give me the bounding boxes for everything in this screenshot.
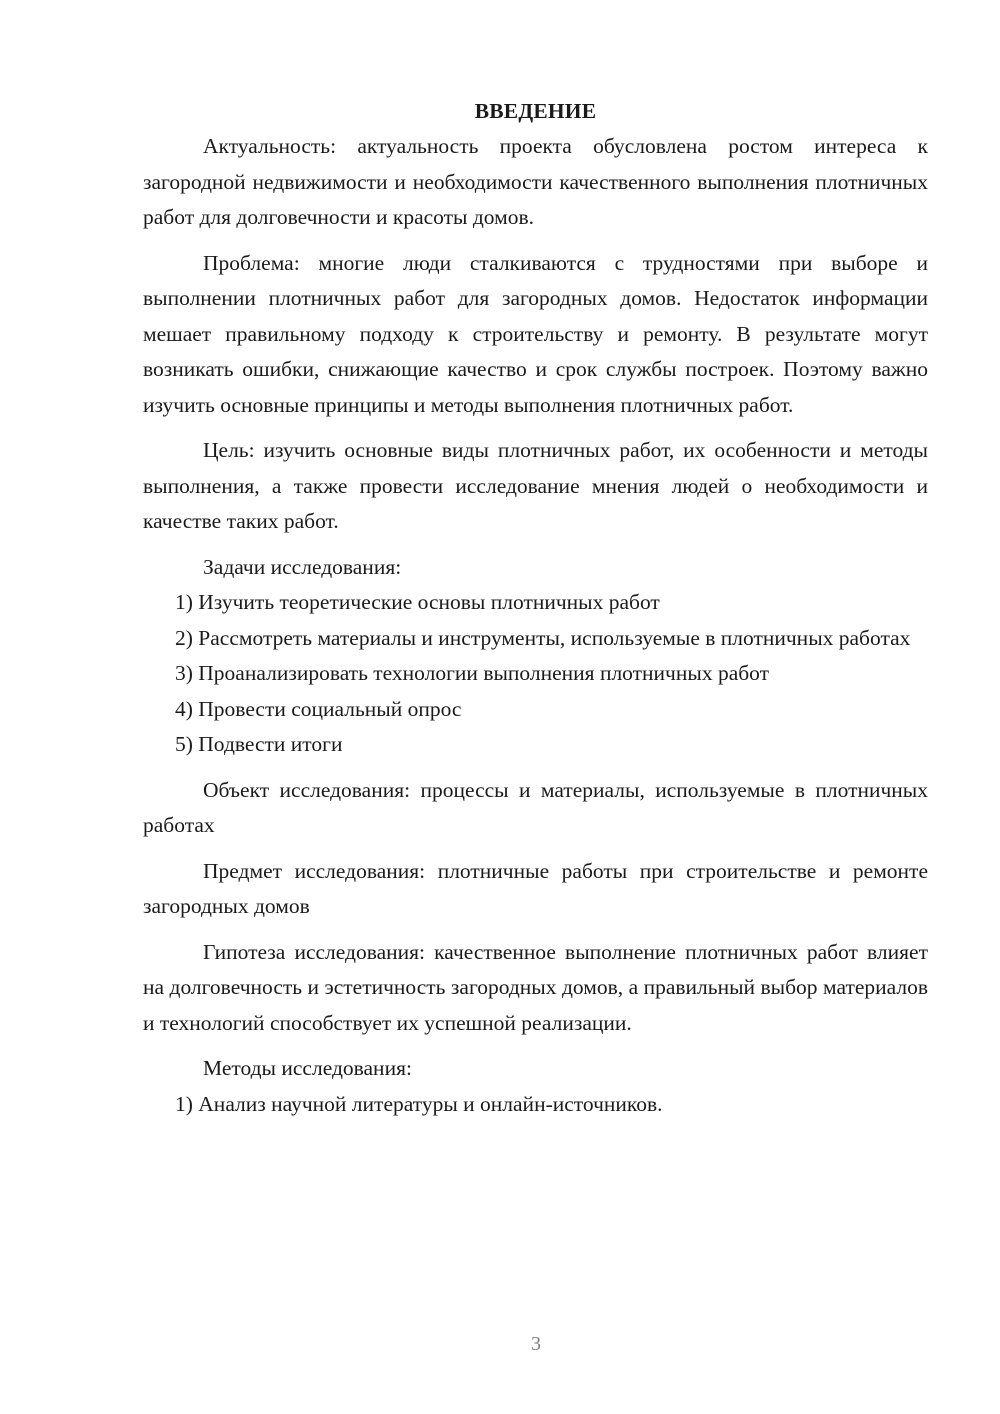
page-number: 3 bbox=[531, 1333, 541, 1355]
task-item-3: 3) Проанализировать технологии выполнения плотничных работ bbox=[175, 661, 770, 685]
methods-heading: Методы исследования: bbox=[203, 1056, 412, 1080]
task-item-5: 5) Подвести итоги bbox=[175, 732, 343, 756]
page-content bbox=[143, 94, 928, 1122]
method-item-1: 1) Анализ научной литературы и онлайн-источников. bbox=[175, 1091, 663, 1116]
task-item-1: 1) Изучить теоретические основы плотничных работ bbox=[175, 590, 660, 614]
paragraph-hypothesis: Гипотеза исследования: качественное выполнение плотничных работ влияет на долговечность и эстетичность загородных домов, а правильный выбор материалов и технологий способствует их успешной реализации. bbox=[143, 939, 928, 1035]
paragraph-subject: Предмет исследования: плотничные работы при строительстве и ремонте загородных домов bbox=[143, 858, 928, 918]
page-title: ВВЕДЕНИЕ bbox=[474, 99, 597, 123]
tasks-heading: Задачи исследования: bbox=[203, 554, 402, 579]
task-item-2: 2) Рассмотреть материалы и инструменты, используемые в плотничных работах bbox=[175, 625, 911, 650]
paragraph-relevance: Актуальность: актуальность проекта обусловлена ростом интереса к загородной недвижимости и необходимости качественного выполнения плотничных работ для долговечности и красоты домов. bbox=[143, 134, 928, 229]
paragraph-problem: Проблема: многие люди сталкиваются с трудностями при выборе и выполнении плотничных работ для загородных домов. Недостаток информации мешает правильному подходу к строительству и ремонту. В результате могут возникать ошибки, снижающие качество и срок службы построек. Поэтому важно изучить основные принципы и методы выполнения плотничных работ. bbox=[143, 250, 928, 417]
paragraph-goal: Цель: изучить основные виды плотничных работ, их особенности и методы выполнения, а также провести исследование мнения людей о необходимости и качестве таких работ. bbox=[143, 438, 928, 533]
task-item-4: 4) Провести социальный опрос bbox=[175, 696, 462, 721]
paragraph-object: Объект исследования: процессы и материалы, используемые в плотничных работах bbox=[143, 777, 928, 837]
